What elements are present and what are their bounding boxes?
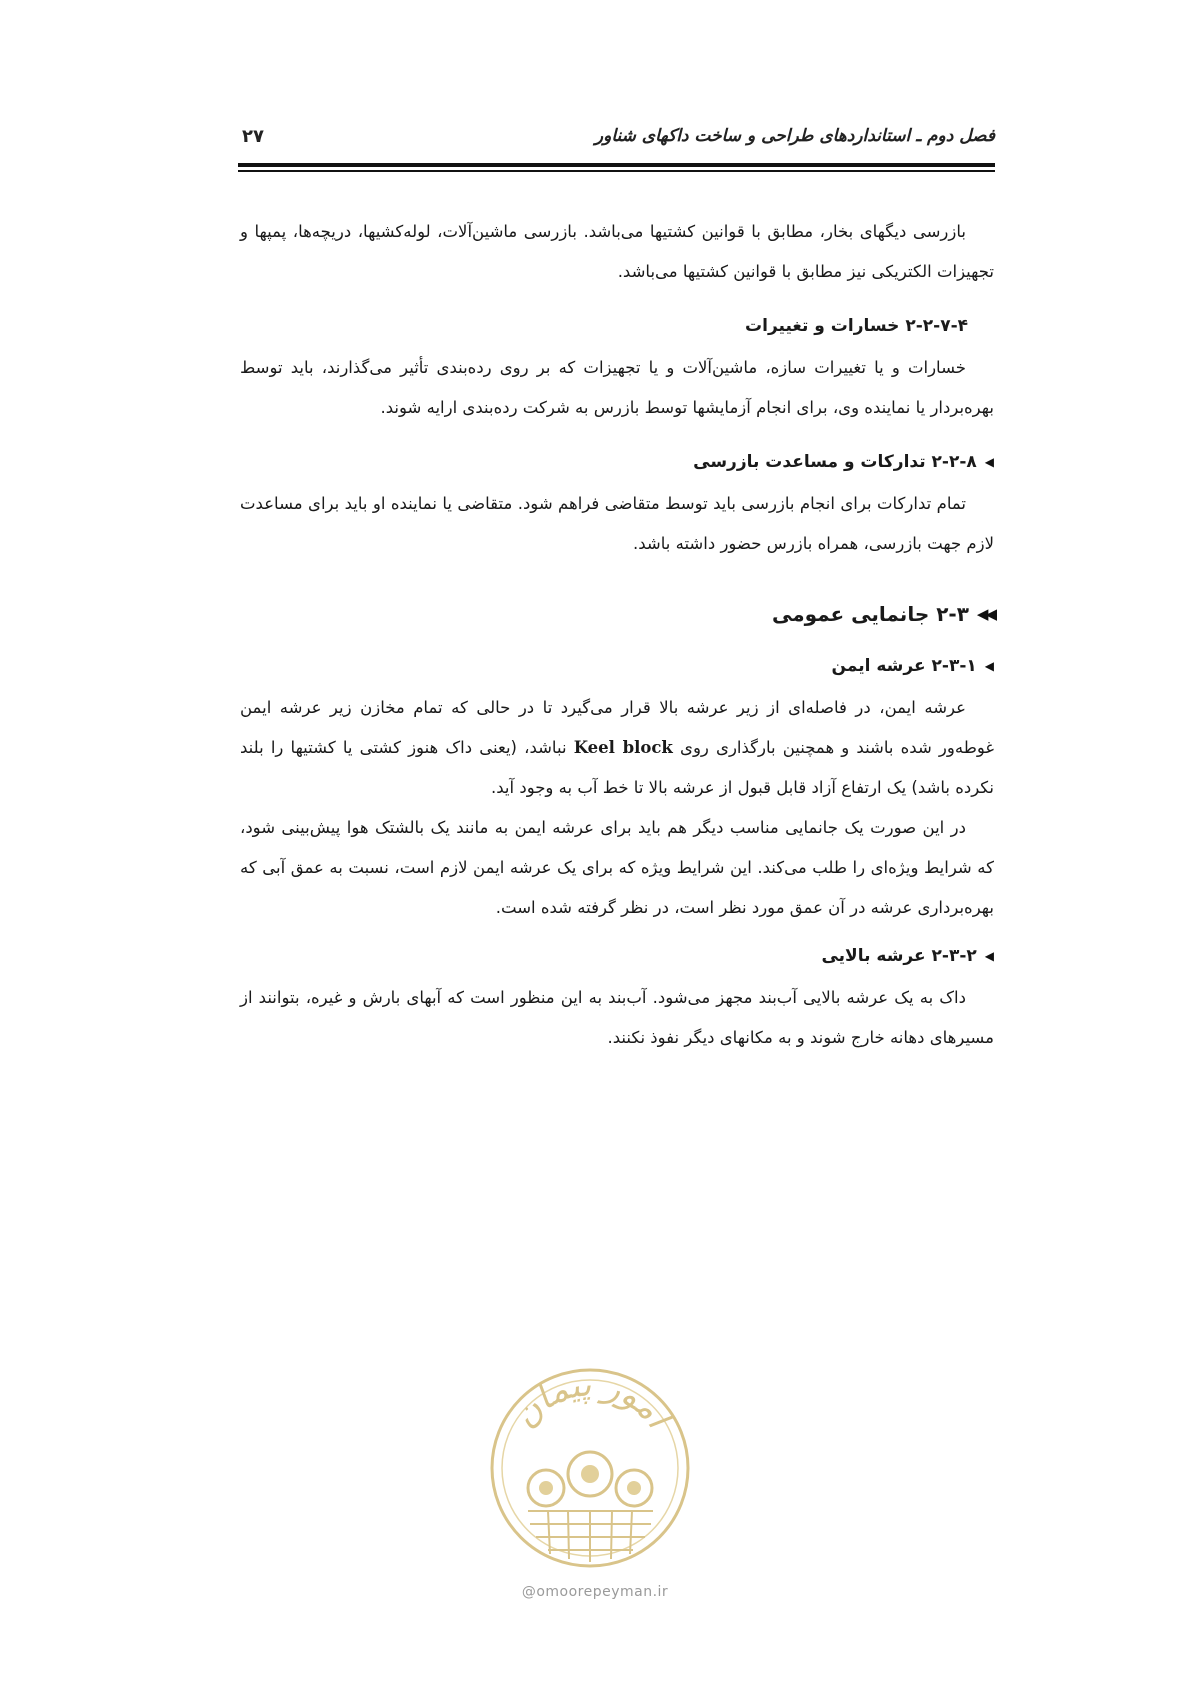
page-header <box>238 118 995 158</box>
text-run: عرشه ایمن، در فاصله‌ای از زیر عرشه بالا قرار می‌گیرد تا در حالی که تمام مخازن زیر عرشه ایمن غوطه‌ور شده باشند و همچنین بارگذاری روی <box>240 698 995 757</box>
page-body <box>240 212 994 1058</box>
double-triangle-marker-icon: ◀◀ <box>976 605 994 623</box>
triangle-marker-icon: ◀ <box>984 949 994 963</box>
heading-text: ۲-۳ جانمایی عمومی <box>771 602 969 626</box>
paragraph-facilities: تمام تدارکات برای انجام بازرسی باید توسط متقاضی فراهم شود. متقاضی یا نماینده او باید برای مساعدت لازم جهت بازرسی، همراه بازرس حضور داشته باشد. <box>240 494 994 553</box>
heading-facilities <box>240 450 994 474</box>
header-rule-thick <box>238 163 995 167</box>
seal-logo-text: امور پیمان <box>504 1366 678 1436</box>
text-run: نباشد، (یعنی داک هنوز کشتی یا کشتیها را بلند نکرده باشد) یک ارتفاع آزاد قابل قبول از عرشه بالا تا خط آب به وجود آید. <box>240 738 994 797</box>
watermark-seal-logo <box>488 1366 693 1571</box>
paragraph-top-deck: داک به یک عرشه بالایی آب‌بند مجهز می‌شود. آب‌بند به این منظور است که آبهای بارش و غیره، بتوانند از مسیرهای دهانه خارج شوند و به مکانهای دیگر نفوذ نکنند. <box>240 988 994 1047</box>
paragraph-safety-deck-2: در این صورت یک جانمایی مناسب دیگر هم باید برای عرشه ایمن به مانند یک بالشتک هوا پیش‌بینی شود، که شرایط ویژه‌ای را طلب می‌کند. این شرایط ویژه که برای یک عرشه ایمن لازم است، نسبت به عمق آبی که بهره‌برداری عرشه در آن عمق مورد نظر است، در نظر گرفته شده است. <box>240 818 994 917</box>
triangle-marker-icon: ◀ <box>984 659 994 673</box>
triangle-marker-icon: ◀ <box>984 455 994 469</box>
heading-text: ۲-۳-۱ عرشه ایمن <box>831 656 977 676</box>
watermark-url: @omoorepeyman.ir <box>521 1584 669 1600</box>
paragraph-damage-changes: خسارات و یا تغییرات سازه، ماشین‌آلات و یا تجهیزات که بر روی رده‌بندی تأثیر می‌گذارند، باید توسط بهره‌بردار یا نماینده وی، برای انجام آزمایشها توسط بازرس به شرکت رده‌بندی ارایه شوند. <box>240 358 994 417</box>
keel-block-term: Keel block <box>573 738 673 757</box>
heading-text: ۲-۳-۲ عرشه بالایی <box>821 946 977 966</box>
paragraph-safety-deck-1 <box>240 688 994 808</box>
chapter-title: فصل دوم ـ استانداردهای طراحی و ساخت داکهای شناور <box>594 126 995 146</box>
heading-general-arrangement <box>240 602 994 626</box>
heading-damage-changes <box>240 314 994 338</box>
header-rule-thin <box>238 170 995 172</box>
heading-safety-deck <box>240 654 994 678</box>
paragraph-boiler-inspection: بازرسی دیگهای بخار، مطابق با قوانین کشتیها می‌باشد. بازرسی ماشین‌آلات، لوله‌کشیها، دریچه‌ها، پمپها و تجهیزات الکتریکی نیز مطابق با قوانین کشتیها می‌باشد. <box>240 222 994 281</box>
heading-top-deck <box>240 944 994 968</box>
heading-text: ۲-۲-۸ تدارکات و مساعدت بازرسی <box>693 452 977 472</box>
heading-text: ۲-۲-۷-۴ خسارات و تغییرات <box>745 316 968 336</box>
page-number: ۲۷ <box>242 126 264 147</box>
